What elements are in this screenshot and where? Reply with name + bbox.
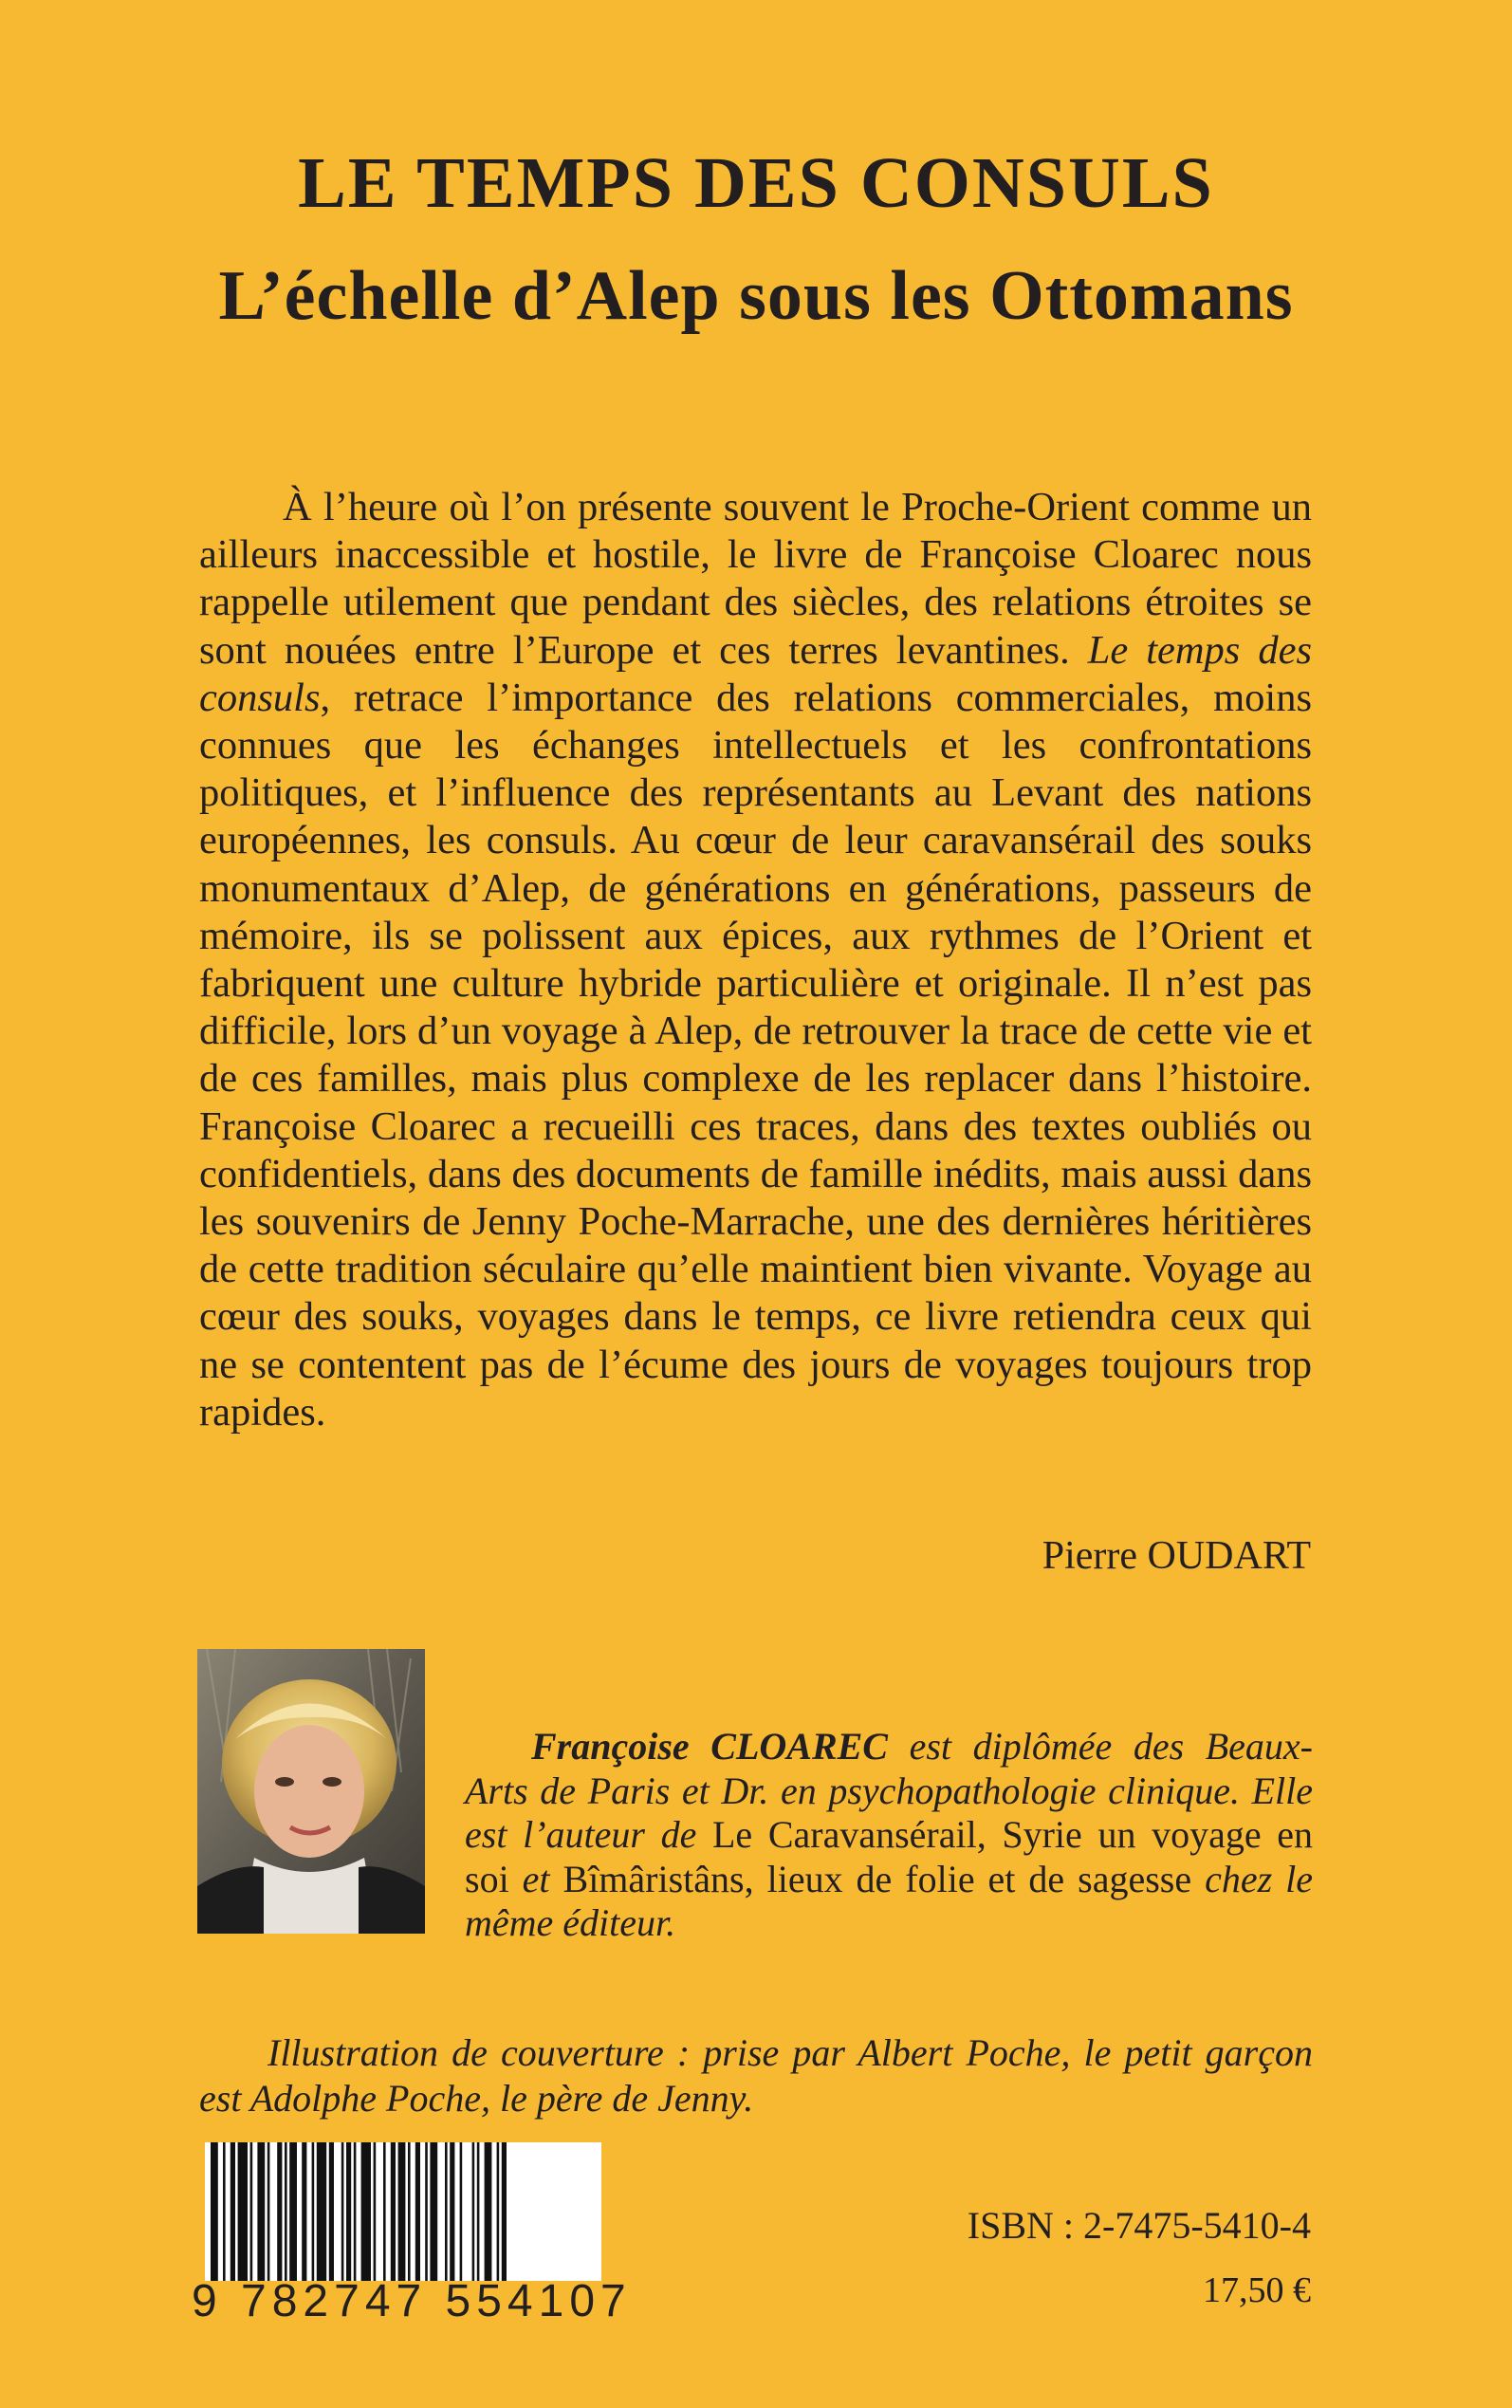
barcode-digits: 9 782747 554107 [192, 2276, 632, 2326]
barcode [192, 2142, 632, 2328]
barcode-bar [267, 2142, 270, 2281]
barcode-bar [302, 2142, 306, 2281]
barcode-bar [223, 2142, 226, 2281]
barcode-bar [312, 2142, 315, 2281]
barcode-bar [497, 2142, 500, 2281]
barcode-bar [250, 2142, 253, 2281]
barcode-bars [205, 2142, 601, 2281]
author-bio: Françoise CLOAREC est diplômée des Beaux-Arts de Paris et Dr. en psychopathologie clinique. Elle est l’auteur de Le Caravansérail, Syrie un voyage en soi et Bîmâristâns, lieux de folie et de sagesse chez le même éditeur. [465, 1725, 1313, 1944]
barcode-bar [391, 2142, 396, 2281]
blurb-signature: Pierre OUDART [1042, 1534, 1311, 1578]
author-name: Françoise CLOAREC [531, 1725, 888, 1768]
barcode-bar [289, 2142, 297, 2281]
barcode-bar [408, 2142, 411, 2281]
barcode-bar [341, 2142, 344, 2281]
author-book-1: Le Caravansérail, Syrie un voyage en soi [465, 1813, 1313, 1900]
barcode-bar [346, 2142, 351, 2281]
blurb-paragraph [199, 484, 1312, 1436]
barcode-bar [238, 2142, 248, 2281]
barcode-bar [425, 2142, 428, 2281]
barcode-bar [485, 2142, 492, 2281]
isbn: ISBN : 2-7475-5410-4 [967, 2204, 1311, 2247]
author-book-2: Bîmâristâns, lieux de folie et de sagesse [562, 1857, 1192, 1900]
barcode-bar [383, 2142, 386, 2281]
barcode-bar [477, 2142, 480, 2281]
blurb-lead: À l’heure où l’on présente souvent le Proche-Orient comme un ailleurs inaccessible et hostile, le livre de Françoise Cloarec nous rappelle utilement que pendant des siècles, des relations étroites se sont nouées entre l’Europe et ces terres levantines. [199, 485, 1312, 673]
barcode-bar [460, 2142, 463, 2281]
barcode-bar [354, 2142, 357, 2281]
barcode-bar [374, 2142, 377, 2281]
price: 17,50 € [1203, 2270, 1311, 2310]
illustration-credit: Illustration de couverture : prise par Albert Poche, le petit garçon est Adolphe Poche, le père de Jenny. [199, 2031, 1313, 2120]
barcode-bar [317, 2142, 326, 2281]
barcode-bar [257, 2142, 265, 2281]
barcode-bar [445, 2142, 448, 2281]
barcode-bar [450, 2142, 454, 2281]
barcode-bar [502, 2142, 507, 2281]
barcode-bar [211, 2142, 218, 2281]
book-title: LE TEMPS DES CONSULS [298, 143, 1214, 223]
barcode-bars-graphic [205, 2142, 601, 2281]
barcode-bar [277, 2142, 282, 2281]
barcode-bar [285, 2142, 287, 2281]
blurb-rest: , retrace l’importance des relations commerciales, moins connues que les échanges intellectuels et les confrontations politiques, et l’influence des représentants au Levant des nations européennes, les consuls. Au cœur de leur caravansérail des souks monumentaux d’Alep, de générations en générations, passeurs de mémoire, ils se polissent aux épices, aux rythmes de l’Orient et fabriquent une culture hybride particulière et originale. Il n’est pas difficile, lors d’un voyage à Alep, de retrouver la trace de cette vie et de ces familles, mais plus complexe de les replacer dans l’histoire. Françoise Cloarec a recueilli ces traces, dans des textes oubliés ou confidentiels, dans des documents de famille inédits, mais aussi dans les souvenirs de Jenny Poche-Marrache, une des dernières héritières de cette tradition séculaire qu’elle maintient bien vivante. Voyage au cœur des souks, voyages dans le temps, ce livre retiendra ceux qui ne se contentent pas de l’écume des jours de voyages toujours trop rapides. [199, 675, 1312, 1435]
barcode-bar [398, 2142, 406, 2281]
barcode-bar [472, 2142, 475, 2281]
barcode-bar [430, 2142, 437, 2281]
author-photo [197, 1649, 425, 1934]
barcode-bar [329, 2142, 334, 2281]
book-subtitle: L’échelle d’Alep sous les Ottomans [218, 257, 1294, 335]
barcode-bar [230, 2142, 235, 2281]
barcode-bar [361, 2142, 371, 2281]
barcode-bar [415, 2142, 420, 2281]
author-portrait-image [197, 1649, 425, 1934]
blurb-book-title: Le temps des consuls [199, 627, 1312, 720]
